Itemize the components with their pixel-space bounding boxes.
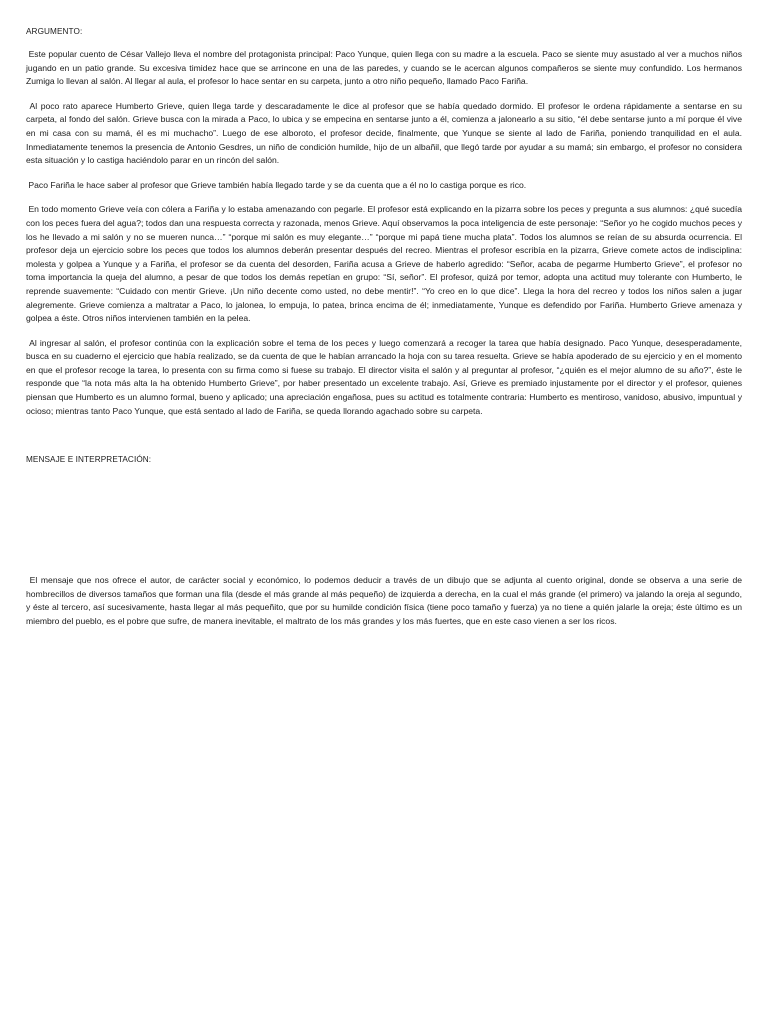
document-body (26, 26, 745, 640)
mensaje-paragraph-1: El mensaje que nos ofrece el autor, de carácter social y económico, lo podemos deducir a través de un dibujo que se adjunta al cuento original, donde se observa a una serie de hombrecillos de diversos tamaños que forman una fila (desde el más grande al más pequeño) de izquierda a derecha, en la cual el más grande (el primero) va jalando la oreja al segundo, y éste al tercero, así sucesivamente, hasta llegar al más pequeñito, que por su humilde condición física (tiene poco tamaño y fuerza) ya no tiene a quién jalarle la oreja; éste último es un miembro del pueblo, es el pobre que sufre, de manera inevitable, el maltrato de los más grandes y los más fuertes, que en este caso vienen a ser los ricos. (26, 575, 745, 627)
argumento-paragraph-5: Al ingresar al salón, el profesor continúa con la explicación sobre el tema de los peces y luego comenzará a recoger la tarea que había designado. Paco Yunque, desesperadamente, busca en su cuaderno el ejercicio que había realizado, se da cuenta de que le habían arrancado la hoja con su tarea resuelta. Grieve se había apoderado de su ejercicio y en el momento en que el profesor recoge la tarea, lo presenta con su firma como si fuese su trabajo. El director visita el salón y al preguntar al profesor, “¿quién es el mejor alumno de su año?”, éste le responde que “la nota más alta la ha obtenido Humberto Grieve”, por haber presentado un excelente trabajo. Así, Grieve es premiado injustamente por el director y el profesor, quienes piensan que Humberto es un alumno formal, bueno y aplicado; una apreciación engañosa, pues su actitud es totalmente contraria: Humberto es mentiroso, vanidoso, abusivo, impuntual y ocioso; mientras tanto Paco Yunque, que está sentado al lado de Fariña, se queda llorando agachado sobre su carpeta. (26, 337, 745, 416)
argumento-paragraph-4: En todo momento Grieve veía con cólera a Fariña y lo estaba amenazando con pegarle. El profesor está explicando en la pizarra sobre los peces y pregunta a sus alumnos: ¿qué sucedía con los peces fuera del agua?; todos dan una respuesta correcta y razonada, menos Grieve. Aquí observamos la poca inteligencia de este personaje: “Señor yo he cogido muchos peces y los he llevado a mi salón y no se mueren nunca…” “porque mi salón es muy elegante…” “porque mi papá tiene mucha plata”. Todos los alumnos se reían de su absurda ocurrencia. El profesor deja un ejercicio sobre los peces que todos los alumnos deberán presentar después del recreo. Mientras el profesor escribía en la pizarra, Grieve comete actos de indisciplina: molesta y golpea a Yunque y a Fariña, el profesor se da cuenta del desorden, Fariña acusa a Grieve de haberlo agredido: “Señor, acaba de pegarme Humberto Grieve”, el profesor no toma importancia la queja del alumno, a pesar de que todos los demás repetían en grupo: “Sí, señor”. El profesor, quizá por temor, adopta una actitud muy tolerante con Humberto, le reprende suavemente: “Cuidado con mentir Grieve. ¡Un niño decente como usted, no debe mentir!”. “Yo creo en lo que dice”. Llega la hora del recreo y todos los niños salen a jugar alegremente. Grieve comienza a maltratar a Paco, lo jalonea, lo empuja, lo patea, brinca encima de él; inmediatamente, Yunque es defendido por Fariña. Humberto Grieve amenaza y golpea a éste. Otros niños intervienen también en la pelea. (26, 204, 745, 324)
section-heading-argumento: ARGUMENTO: (26, 27, 83, 36)
argumento-paragraph-1: Este popular cuento de César Vallejo lleva el nombre del protagonista principal: Paco Yunque, quien llega con su madre a la escuela. Paco se siente muy asustado al ver a muchos niños jugando en un patio grande. Su excesiva timidez hace que se arrincone en una de las paredes, y cuando se le acercan algunos compañeros se siente muy confundido. Los hermanos Zumiga lo llevan al salón. Al llegar al aula, el profesor lo hace sentar en su carpeta, junto a otro niño pequeño, llamado Paco Fariña. (26, 49, 745, 87)
blank-area (26, 476, 742, 574)
argumento-paragraph-3: Paco Fariña le hace saber al profesor que Grieve también había llegado tarde y se da cuenta que a él no lo castiga porque es rico. (26, 179, 527, 190)
section-spacer (26, 429, 742, 454)
argumento-paragraph-2: Al poco rato aparece Humberto Grieve, quien llega tarde y descaradamente le dice al profesor que se había quedado dormido. El profesor le ordena rápidamente a sentarse en su carpeta, al fondo del salón. Grieve busca con la mirada a Paco, lo ubica y se empecina en sentarse junto a él, comienza a jalonearlo a su sitio, “él debe sentarse junto a mí porque él vive en mi casa con su mamá, él es mi muchacho”. Luego de ese alboroto, el profesor decide, finalmente, que Yunque se siente al lado de Fariña, poniendo tranquilidad en el aula. Inmediatamente tenemos la presencia de Antonio Gesdres, un niño de condición humilde, hijo de un albañil, que llegó tarde por ayudar a su mamá; sin embargo, el profesor no considera esta situación y lo castiga haciéndolo parar en un rincón del salón. (26, 100, 745, 166)
section-heading-mensaje: MENSAJE E INTERPRETACIÓN: (26, 455, 152, 465)
